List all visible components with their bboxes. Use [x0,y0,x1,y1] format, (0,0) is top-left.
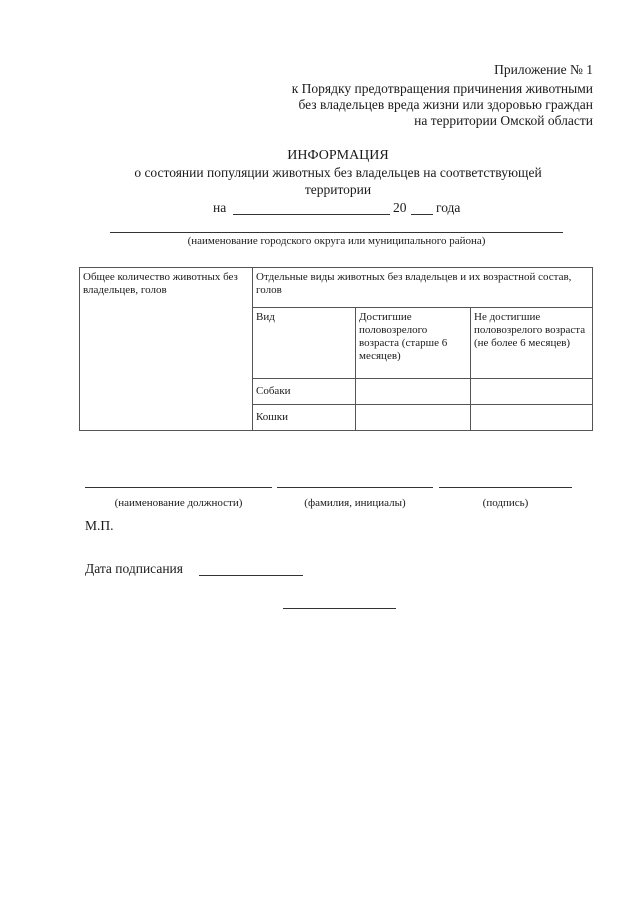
species-header [253,268,593,308]
stamp-label: М.П. [85,518,114,533]
name-blank[interactable] [277,487,433,488]
mature-header-text: Достигшие половозрелого возраста (старше 6 месяцев) [359,311,448,362]
row-dogs-mature-cell[interactable] [356,379,471,405]
signature-caption: (подпись) [482,497,529,509]
mature-header [356,308,471,379]
appendix-line-3: на территории Омской области [414,113,593,128]
row-cats-mature-cell[interactable] [356,405,471,431]
date-prefix: на [213,200,227,215]
immature-header-text: Не достигшие половозрелого возраста (не более 6 месяцев) [474,311,586,349]
appendix-number: Приложение № 1 [494,62,593,77]
date-suffix: года [436,200,461,215]
total-count-header [80,268,253,431]
appendix-line-2: без владельцев вреда жизни или здоровью граждан [298,97,593,112]
document-title: ИНФОРМАЦИЯ [287,148,389,163]
row-cats-immature-cell[interactable] [471,405,593,431]
sign-date-blank[interactable] [199,575,303,576]
date-year-blank[interactable] [411,214,433,215]
appendix-line-1: к Порядку предотвращения причинения животными [291,81,593,96]
row-dogs-immature-cell[interactable] [471,379,593,405]
immature-header [471,308,593,379]
total-count-header-text: Общее количество животных без владельцев, голов [83,271,238,296]
position-caption: (наименование должности) [114,497,243,509]
position-blank[interactable] [85,487,272,488]
document-subtitle-2: территории [304,182,372,197]
date-year-prefix: 20 [393,200,407,215]
kind-header [253,308,356,379]
territory-caption: (наименование городского округа или муниципального района) [187,235,486,247]
territory-blank[interactable] [110,232,563,233]
kind-header-text: Вид [256,311,275,323]
species-header-text: Отдельные виды животных без владельцев и их возрастной состав, голов [256,271,572,296]
name-caption: (фамилия, инициалы) [304,497,406,509]
signature-blank[interactable] [439,487,572,488]
row-dogs-label: Собаки [253,379,356,405]
population-table [79,267,593,431]
closing-line [283,608,396,609]
sign-date-label: Дата подписания [85,561,183,576]
document-subtitle-1: о состоянии популяции животных без владельцев на соответствующей [134,165,542,180]
date-day-month-blank[interactable] [233,214,390,215]
row-cats-label: Кошки [253,405,356,431]
